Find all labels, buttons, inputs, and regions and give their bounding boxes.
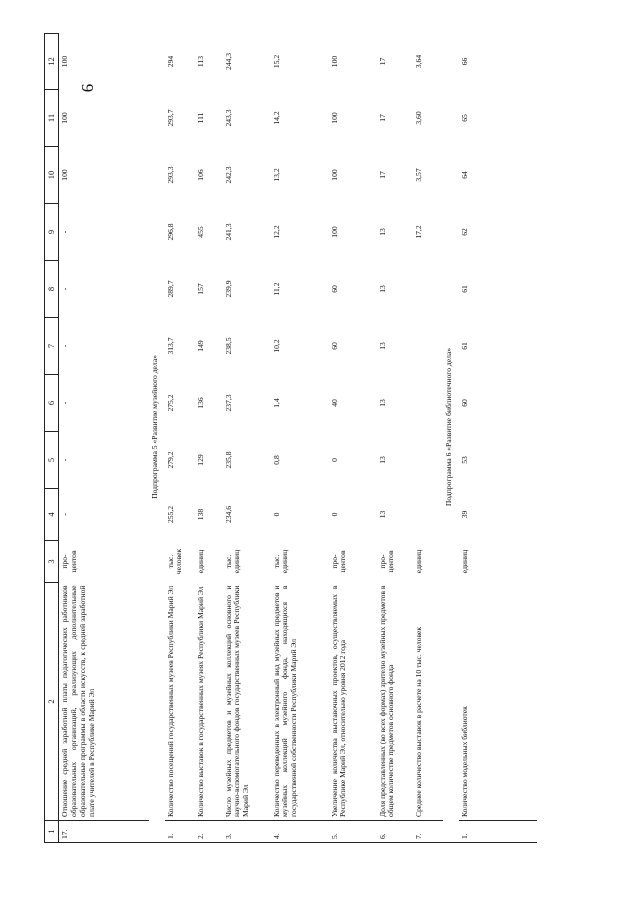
- value-cell: 241,3: [223, 223, 233, 241]
- page-number: 9: [78, 83, 97, 93]
- value-cell: 60: [459, 399, 469, 407]
- value-cell: 100: [329, 226, 339, 238]
- table-row: [271, 34, 329, 843]
- table-row: [195, 34, 223, 843]
- value-cell: 1,4: [271, 398, 281, 408]
- value-cell: 293,3: [165, 166, 175, 184]
- value-cell: 289,7: [165, 280, 175, 298]
- value-cell: 157: [195, 283, 205, 295]
- value-cell: 149: [195, 340, 205, 352]
- value-cell: 243,3: [223, 109, 233, 127]
- value-cell: 66: [459, 57, 469, 66]
- value-cell: 65: [459, 114, 469, 122]
- value-cell: 100: [329, 169, 339, 181]
- value-cell: 100: [329, 112, 339, 124]
- unit-cell: тыс. единиц: [271, 549, 290, 574]
- column-header: 6: [45, 375, 59, 432]
- unit-cell: единиц: [459, 549, 469, 574]
- column-header: 9: [45, 204, 59, 261]
- value-cell: 53: [459, 456, 469, 464]
- value-cell: [413, 489, 443, 541]
- table-row: [59, 34, 149, 843]
- value-cell: 0: [329, 458, 339, 462]
- value-cell: 237,3: [223, 394, 233, 412]
- subprogram-title: Подпрограмма 5 «Развитие музейного дела»: [149, 355, 159, 499]
- value-cell: 17: [377, 171, 387, 179]
- value-cell: 100: [60, 112, 69, 124]
- value-cell: 113: [195, 55, 205, 68]
- value-cell: 17,2: [413, 225, 423, 239]
- value-cell: 106: [195, 169, 205, 181]
- value-cell: -: [60, 344, 69, 348]
- column-header: 3: [45, 541, 59, 583]
- table-row: [223, 34, 271, 843]
- value-cell: 293,7: [165, 109, 175, 127]
- indicator-name: Количество переведенных в электронный вид музейных предметов и музейных коллекций музейного фонда, находящихся в государственной собственности Республики Марий Эл: [271, 583, 329, 821]
- unit-cell: тыс. человек: [165, 548, 184, 575]
- table-row: [459, 34, 538, 843]
- value-cell: 455: [195, 226, 205, 238]
- value-cell: 136: [195, 397, 205, 409]
- value-cell: 14,2: [271, 111, 281, 125]
- value-cell: 0: [329, 512, 339, 517]
- value-cell: -: [60, 401, 69, 405]
- header-row: [45, 34, 59, 843]
- table-row: [329, 34, 377, 843]
- row-number: 7.: [413, 821, 443, 843]
- value-cell: [413, 375, 443, 432]
- value-cell: 10,2: [271, 339, 281, 353]
- value-cell: 62: [459, 228, 469, 236]
- value-cell: 313,7: [165, 337, 175, 355]
- unit-cell: единиц: [413, 549, 423, 574]
- column-header: 5: [45, 432, 59, 489]
- value-cell: 138: [195, 508, 205, 521]
- value-cell: 279,2: [165, 451, 175, 469]
- table-header: [45, 34, 59, 843]
- column-header: 7: [45, 318, 59, 375]
- table-row: [165, 34, 195, 843]
- row-number: 4.: [271, 821, 329, 843]
- subprogram-5-row: [149, 34, 165, 843]
- value-cell: 100: [60, 55, 69, 68]
- column-header: 11: [45, 90, 59, 147]
- column-header: 10: [45, 147, 59, 204]
- subprogram-title: Подпрограмма 6 «Развитие библиотечного дела»: [443, 347, 453, 507]
- value-cell: 61: [459, 342, 469, 350]
- value-cell: 129: [195, 454, 205, 466]
- value-cell: -: [60, 287, 69, 291]
- unit-cell: тыс. единиц: [223, 549, 242, 574]
- value-cell: 61: [459, 285, 469, 293]
- value-cell: 17: [377, 57, 387, 66]
- value-cell: 13: [377, 228, 387, 236]
- value-cell: 13: [377, 510, 387, 519]
- column-header: 8: [45, 261, 59, 318]
- row-number: 17.: [59, 821, 149, 843]
- value-cell: 0: [271, 512, 281, 517]
- value-cell: 100: [60, 169, 69, 181]
- indicators-table: [44, 33, 537, 843]
- value-cell: [413, 318, 443, 375]
- indicator-name: Увеличение количества выставочных проектов, осуществляемых в Республике Марий Эл, относительно уровня 2012 года: [329, 583, 377, 821]
- column-header: 12: [45, 34, 59, 90]
- value-cell: 60: [329, 342, 339, 350]
- unit-cell: про-центов: [377, 550, 396, 573]
- row-number: 2.: [195, 821, 223, 843]
- value-cell: 238,5: [223, 337, 233, 355]
- column-header: 1: [45, 821, 59, 843]
- value-cell: 13: [377, 342, 387, 350]
- value-cell: 0,8: [271, 455, 281, 465]
- value-cell: 40: [329, 399, 339, 407]
- value-cell: 3,64: [413, 54, 423, 69]
- indicator-name: Количество посещений государственных музеев Республики Марий Эл: [165, 583, 195, 821]
- value-cell: [413, 432, 443, 489]
- value-cell: -: [60, 458, 69, 462]
- value-cell: 255,2: [165, 505, 175, 524]
- value-cell: 3,60: [413, 111, 423, 125]
- indicator-name: Количество модельных библиотек: [459, 583, 538, 821]
- column-header: 2: [45, 583, 59, 821]
- value-cell: 13,2: [271, 168, 281, 182]
- subprogram-6-row: [443, 34, 459, 843]
- table-row: [377, 34, 413, 843]
- indicator-name: Количество выставок в государственных музеях Республики Марий Эл: [195, 583, 223, 821]
- indicator-name: Среднее количество выставок в расчете на 10 тыс. человек: [413, 583, 443, 821]
- table-body: [59, 34, 538, 843]
- row-number: 1.: [165, 821, 195, 843]
- value-cell: 275,2: [165, 394, 175, 412]
- value-cell: 11,2: [271, 282, 281, 296]
- value-cell: 244,3: [223, 52, 233, 71]
- unit-cell: единиц: [195, 549, 205, 574]
- value-cell: 296,8: [165, 223, 175, 241]
- value-cell: 17: [377, 114, 387, 122]
- indicator-name: Число музейных предметов и музейных коллекций основного и научно-вспомогательного фондов государственных музеев Республики Марий Эл: [223, 583, 271, 821]
- indicator-name: Доля представленных (во всех формах) зрителю музейных предметов в общем количестве предметов основного фонда: [377, 583, 413, 821]
- value-cell: 235,8: [223, 451, 233, 469]
- value-cell: 100: [329, 55, 339, 68]
- unit-cell: про-центов: [60, 550, 78, 573]
- column-header: 4: [45, 489, 59, 541]
- indicator-name: Отношение средней заработной платы педагогических работников образовательных организаций, реализующих дополнительные образовательные программы в области искусств, к средней заработной плате учителей в Республике Марий Эл: [59, 583, 149, 821]
- unit-cell: про-центов: [329, 550, 348, 573]
- row-number: 3.: [223, 821, 271, 843]
- value-cell: 13: [377, 456, 387, 464]
- value-cell: 234,6: [223, 505, 233, 524]
- value-cell: 12,2: [271, 225, 281, 239]
- value-cell: 39: [459, 510, 469, 519]
- row-number: 5.: [329, 821, 377, 843]
- row-number: 6.: [377, 821, 413, 843]
- value-cell: 13: [377, 285, 387, 293]
- value-cell: 242,3: [223, 166, 233, 184]
- value-cell: 15,2: [271, 54, 281, 69]
- value-cell: [413, 261, 443, 318]
- value-cell: 64: [459, 171, 469, 179]
- value-cell: 239,9: [223, 280, 233, 298]
- value-cell: 13: [377, 399, 387, 407]
- value-cell: 111: [195, 112, 205, 124]
- value-cell: 294: [165, 55, 175, 68]
- row-number: 1.: [459, 821, 538, 843]
- value-cell: -: [60, 513, 69, 516]
- table-row: [413, 34, 443, 843]
- value-cell: -: [60, 230, 69, 234]
- value-cell: 3,57: [413, 168, 423, 182]
- value-cell: 60: [329, 285, 339, 293]
